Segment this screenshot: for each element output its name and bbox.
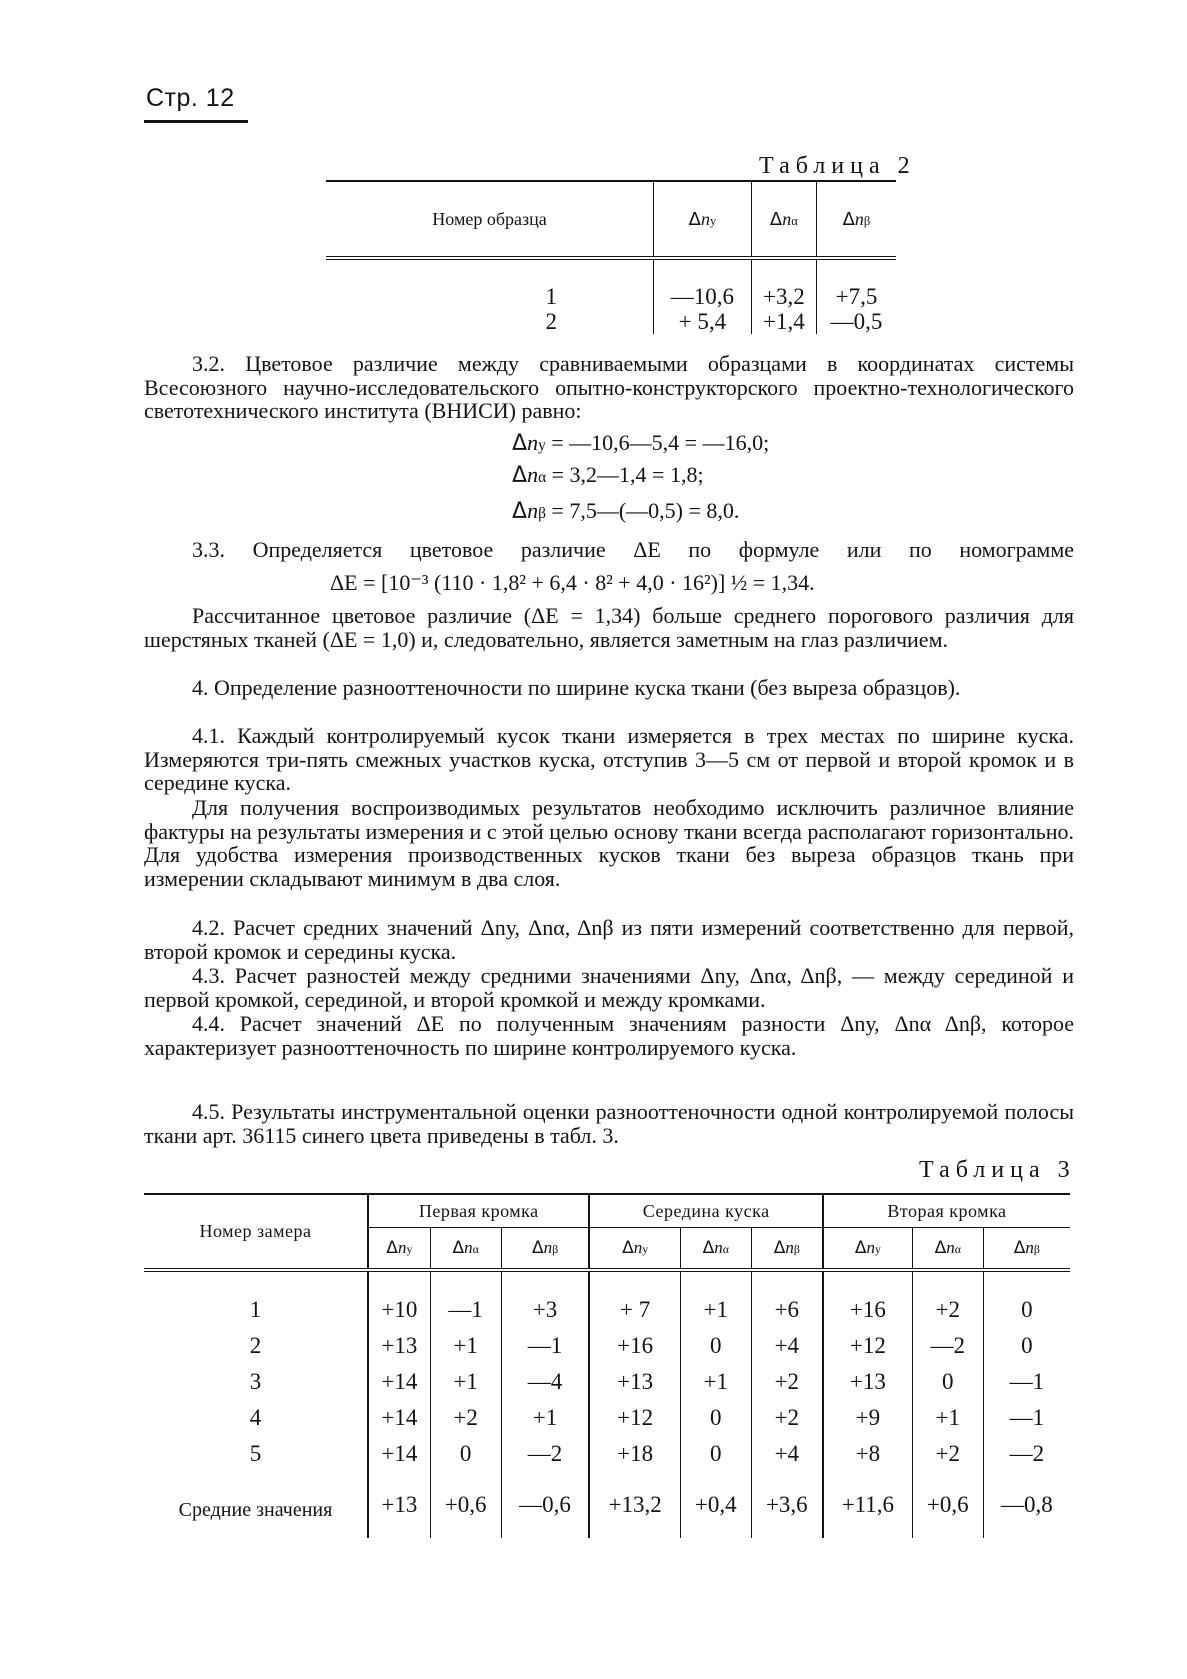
table-cell: 0: [680, 1400, 751, 1436]
table-cell: +8: [823, 1436, 912, 1472]
table-cell: +2: [751, 1364, 823, 1400]
table-3-col-measure: Номер замера: [199, 1221, 312, 1241]
table-2: [326, 180, 896, 334]
table-2-header-row: [326, 181, 896, 258]
table-cell: —0,8: [983, 1472, 1070, 1538]
section-4: 4. Определение разнооттеночности по ширине куска ткани (без выреза образцов).: [192, 675, 961, 700]
table-cell: 0: [983, 1270, 1070, 1328]
table-cell: —2: [983, 1436, 1070, 1472]
section-4-1: 4.1. Каждый контролируемый кусок ткани измеряется в трех местах по ширине куска. Измеряются три-пять смежных участков куска, отступив 3—5 см от первой и второй кромок и в середине куска.: [144, 723, 1074, 796]
table-cell: +2: [751, 1400, 823, 1436]
table-cell: +1: [430, 1364, 501, 1400]
table-cell: +1,4: [751, 309, 816, 334]
table-cell: +10: [368, 1270, 430, 1328]
table-cell: 4: [249, 1405, 262, 1430]
table-3-col-na: $\Delta n_\alpha$: [912, 1228, 983, 1271]
table-3-col-nb: $\Delta n_\beta$: [501, 1228, 589, 1271]
page-number: Стр. 12: [146, 84, 235, 112]
formula-delta-ny: $\Delta n_у$ = —10,6—5,4 = —16,0;: [512, 430, 770, 456]
table-cell: +16: [589, 1328, 680, 1364]
table-row: [144, 1270, 1070, 1328]
table-cell: +1: [501, 1400, 589, 1436]
table-cell: +18: [589, 1436, 680, 1472]
page-number-underline: [144, 120, 248, 123]
table-cell: +13: [368, 1472, 430, 1538]
table-cell: +11,6: [823, 1472, 912, 1538]
table-cell: —2: [501, 1436, 589, 1472]
table-cell: +4: [751, 1328, 823, 1364]
table-cell: —1: [983, 1400, 1070, 1436]
table-3-group-second-edge: Вторая кромка: [823, 1194, 1070, 1228]
table-3-group-first-edge: Первая кромка: [368, 1194, 589, 1228]
table-3-col-na: $\Delta n_\alpha$: [430, 1228, 501, 1271]
table-cell: +4: [751, 1436, 823, 1472]
table-cell: —0,6: [501, 1472, 589, 1538]
table-cell: +2: [430, 1400, 501, 1436]
table-row: [144, 1400, 1070, 1436]
table-3-caption: Таблица 3: [919, 1157, 1076, 1183]
table-row: [144, 1328, 1070, 1364]
table-cell: + 5,4: [654, 309, 752, 334]
table-cell: +13: [368, 1328, 430, 1364]
table-cell: 1: [545, 284, 557, 309]
table-cell: —2: [912, 1328, 983, 1364]
table-cell: 0: [912, 1364, 983, 1400]
table-2-col-delta-ny: $\Delta n_у$: [654, 181, 752, 258]
table-cell: +3,2: [751, 258, 816, 309]
table-cell: —1: [501, 1328, 589, 1364]
table-cell: +0,4: [680, 1472, 751, 1538]
table-cell-average-label: Средние значения: [178, 1498, 333, 1521]
table-row: [326, 309, 896, 334]
table-cell: 0: [983, 1328, 1070, 1364]
table-cell: +14: [368, 1436, 430, 1472]
table-cell: —1: [430, 1270, 501, 1328]
table-cell: +1: [430, 1328, 501, 1364]
table-cell: 3: [249, 1369, 262, 1394]
table-cell: 0: [430, 1436, 501, 1472]
table-cell: 2: [249, 1333, 262, 1358]
formula-delta-nb: $\Delta n_\beta$ = 7,5—(—0,5) = 8,0.: [512, 498, 740, 524]
table-cell: +14: [368, 1400, 430, 1436]
table-cell: —4: [501, 1364, 589, 1400]
table-2-col-sample: Номер образца: [432, 208, 547, 229]
table-row: [144, 1436, 1070, 1472]
table-cell: —10,6: [654, 258, 752, 309]
table-cell: +1: [680, 1270, 751, 1328]
table-3-col-nb: $\Delta n_\beta$: [983, 1228, 1070, 1271]
section-4-2: 4.2. Расчет средних значений Δnу, Δnα, Δnβ из пяти измерений соответственно для первой, второй кромок и середины куска.: [144, 915, 1074, 964]
table-cell: +13,2: [589, 1472, 680, 1538]
table-cell: +12: [589, 1400, 680, 1436]
table-row-average: [144, 1472, 1070, 1538]
paragraph-result: Рассчитанное цветовое различие (ΔE = 1,34) больше среднего порогового различия для шерстяных тканей (ΔE = 1,0) и, следовательно, является заметным на глаз различием.: [144, 603, 1074, 652]
table-cell: 1: [249, 1297, 262, 1322]
table-cell: +0,6: [430, 1472, 501, 1538]
table-cell: 0: [680, 1436, 751, 1472]
table-3-group-middle: Середина куска: [589, 1194, 822, 1228]
table-3-group-row: [144, 1194, 1070, 1228]
table-3-col-nb: $\Delta n_\beta$: [751, 1228, 823, 1271]
table-3-col-na: $\Delta n_\alpha$: [680, 1228, 751, 1271]
table-2-col-delta-na: $\Delta n_\alpha$: [751, 181, 816, 258]
table-cell: + 7: [589, 1270, 680, 1328]
table-cell: —1: [983, 1364, 1070, 1400]
table-cell: +1: [680, 1364, 751, 1400]
section-4-4: 4.4. Расчет значений ΔE по полученным значениям разности Δnу, Δnα Δnβ, которое характеризует разнооттеночность по ширине контролируемого куска.: [144, 1011, 1074, 1060]
table-3-col-ny: $\Delta n_у$: [823, 1228, 912, 1271]
table-cell: +13: [823, 1364, 912, 1400]
table-cell: +9: [823, 1400, 912, 1436]
section-3-2: 3.2. Цветовое различие между сравниваемыми образцами в координатах системы Всесоюзного научно-исследовательского опытно-конструкторского проектно-технологического светотехнического института (ВНИСИ) равно:: [144, 351, 1074, 424]
table-cell: +2: [912, 1270, 983, 1328]
table-cell: 2: [545, 309, 557, 334]
table-2-col-delta-nb: $\Delta n_\beta$: [816, 181, 896, 258]
table-row: [326, 258, 896, 309]
table-cell: +13: [589, 1364, 680, 1400]
table-cell: +7,5: [816, 258, 896, 309]
table-cell: +12: [823, 1328, 912, 1364]
formula-delta-e: ΔE = [10⁻³ (110 · 1,8² + 6,4 · 8² + 4,0 · 16²)] ½ = 1,34.: [330, 570, 815, 595]
table-3-col-ny: $\Delta n_у$: [368, 1228, 430, 1271]
table-cell: —0,5: [816, 309, 896, 334]
section-4-5: 4.5. Результаты инструментальной оценки разнооттеночности одной контролируемой полосы ткани арт. 36115 синего цвета приведены в табл. 3.: [144, 1099, 1074, 1148]
table-cell: +3: [501, 1270, 589, 1328]
table-cell: +3,6: [751, 1472, 823, 1538]
paragraph-measurement: Для получения воспроизводимых результатов необходимо исключить различное влияние фактуры на результаты измерения и с этой целью основу ткани всегда располагают горизонтально. Для удобства измерения производственных кусков ткани без выреза образцов ткань при измерении складывают минимум в два слоя.: [144, 795, 1074, 892]
table-row: [144, 1364, 1070, 1400]
table-cell: +0,6: [912, 1472, 983, 1538]
table-cell: +2: [912, 1436, 983, 1472]
table-2-caption: Таблица 2: [759, 153, 916, 179]
table-cell: +6: [751, 1270, 823, 1328]
table-cell: 5: [249, 1441, 262, 1466]
formula-delta-na: $\Delta n_\alpha$ = 3,2—1,4 = 1,8;: [512, 462, 704, 488]
section-3-3: 3.3. Определяется цветовое различие ΔE по формуле или по номограмме: [192, 537, 1074, 562]
table-cell: 0: [680, 1328, 751, 1364]
table-3: [144, 1193, 1070, 1538]
table-cell: +16: [823, 1270, 912, 1328]
table-3-col-ny: $\Delta n_у$: [589, 1228, 680, 1271]
section-4-3: 4.3. Расчет разностей между средними значениями Δnу, Δnα, Δnβ, — между серединой и первой кромкой, серединой, и второй кромкой и между кромками.: [144, 963, 1074, 1012]
table-cell: +14: [368, 1364, 430, 1400]
table-cell: +1: [912, 1400, 983, 1436]
